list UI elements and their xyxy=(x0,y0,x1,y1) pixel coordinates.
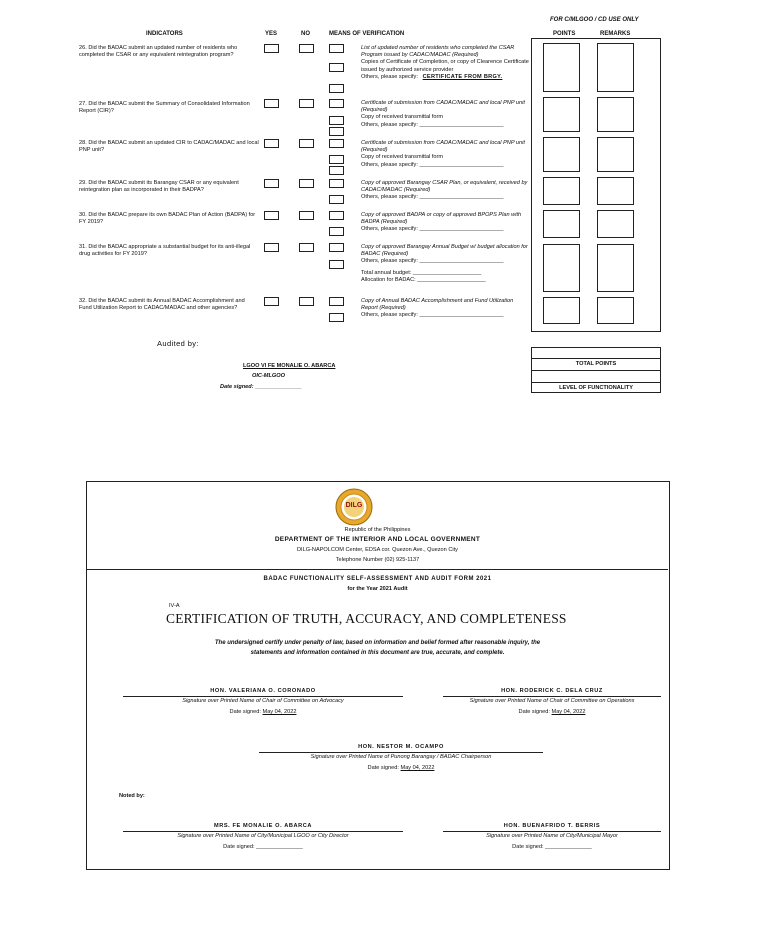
mov-checkbox-28c[interactable] xyxy=(329,166,344,175)
sig2-date-label: Date signed: xyxy=(518,709,550,715)
points-box-30[interactable] xyxy=(543,210,580,238)
yes-checkbox-27[interactable] xyxy=(264,99,279,108)
level-label: LEVEL OF FUNCTIONALITY xyxy=(559,385,633,391)
remarks-box-30[interactable] xyxy=(597,210,634,238)
indicator-28: 28. Did the BADAC submit an updated CIR to CADAC/MADAC and local PNP unit? xyxy=(79,140,259,154)
points-box-26[interactable] xyxy=(543,43,580,92)
mov-checkbox-29a[interactable] xyxy=(329,179,344,188)
yes-checkbox-26[interactable] xyxy=(264,44,279,53)
remarks-box-28[interactable] xyxy=(597,137,634,172)
mov-checkbox-27b[interactable] xyxy=(329,116,344,125)
auditor-name: LGOO VI FE MONALIE O. ABARCA xyxy=(243,363,336,369)
yes-header: YES xyxy=(265,31,278,37)
remarks-box-26[interactable] xyxy=(597,43,634,92)
mov-checkbox-27a[interactable] xyxy=(329,99,344,108)
mov-26-item3: Others, please specify: xyxy=(361,73,418,80)
indicator-30: 30. Did the BADAC prepare its own BADAC Plan of Action (BADPA) for FY 2019? xyxy=(79,212,256,226)
mov-26-item2: Copies of Certificate of Completion, or copy of Clearence Certificate issued by authorized service provider xyxy=(361,59,529,73)
remarks-box-32[interactable] xyxy=(597,297,634,324)
points-header: POINTS xyxy=(553,31,576,37)
sig4-date: Date signed: _______________ xyxy=(223,844,303,850)
mov-28-item1: Certificate of submission from CADAC/MADAC and local PNP unit (Required) xyxy=(361,140,525,154)
no-checkbox-31[interactable] xyxy=(299,243,314,252)
mov-31-item4: Allocation for BADAC: ______________________ xyxy=(361,276,486,283)
no-checkbox-26[interactable] xyxy=(299,44,314,53)
points-box-27[interactable] xyxy=(543,97,580,132)
mov-29-item1: Copy of approved Barangay CSAR Plan, or equivalent, received by CADAC/MADAC (Required) xyxy=(361,180,528,194)
sig3-date-value: May 04, 2022 xyxy=(400,765,435,771)
sig5-date: Date signed: _______________ xyxy=(512,844,592,850)
mov-27 xyxy=(361,100,531,129)
yes-checkbox-32[interactable] xyxy=(264,297,279,306)
indicators-header: INDICATORS xyxy=(146,31,183,37)
mov-29 xyxy=(361,180,531,202)
mov-checkbox-32b[interactable] xyxy=(329,313,344,322)
no-checkbox-32[interactable] xyxy=(299,297,314,306)
mov-checkbox-31a[interactable] xyxy=(329,243,344,252)
sig1-line xyxy=(123,696,403,697)
sig2-line xyxy=(443,696,661,697)
yes-checkbox-31[interactable] xyxy=(264,243,279,252)
sig1-date xyxy=(123,709,403,715)
auditor-role: OIC-MLGOO xyxy=(252,373,285,379)
indicator-29: 29. Did the BADAC submit its Barangay CSAR or any equivalent reintegration plan as incorporated in their BADPA? xyxy=(79,180,239,194)
mov-31-item1: Copy of approved Barangay Annual Budget w/ budget allocation for BADAC (Required) xyxy=(361,244,528,258)
mov-32 xyxy=(361,298,531,320)
sig5-name: HON. BUENAFRIDO T. BERRIS xyxy=(503,823,601,829)
total-points-label: TOTAL POINTS xyxy=(575,361,617,367)
sig5-role: Signature over Printed Name of City/Municipal Mayor xyxy=(486,833,618,839)
mov-28-item3: Others, please specify: ___________________________ xyxy=(361,161,504,168)
mov-26 xyxy=(361,45,531,81)
mov-31 xyxy=(361,244,531,284)
indicator-31: 31. Did the BADAC appropriate a substantial budget for its anti-illegal drug activities for FY 2019? xyxy=(79,244,251,258)
mov-27-item3: Others, please specify: ___________________________ xyxy=(361,121,504,128)
mov-checkbox-26c[interactable] xyxy=(329,84,344,93)
mov-30 xyxy=(361,212,531,234)
auditor-date: Date signed: _______________ xyxy=(220,384,302,390)
noted-label: Noted by: xyxy=(119,793,145,799)
mov-checkbox-29b[interactable] xyxy=(329,195,344,204)
mov-26-item1: List of updated number of residents who completed the CSAR Program issued by CADAC/MADAC (Required) xyxy=(361,45,515,59)
department-name: DEPARTMENT OF THE INTERIOR AND LOCAL GOVERNMENT xyxy=(274,536,481,543)
sig1-name: HON. VALERIANA O. CORONADO xyxy=(210,688,316,694)
mov-27-item1: Certificate of submission from CADAC/MADAC and local PNP unit (Required) xyxy=(361,100,525,114)
indicator-27: 27. Did the BADAC submit the Summary of Consolidated Information Report (CIR)? xyxy=(79,101,250,115)
remarks-box-27[interactable] xyxy=(597,97,634,132)
sig3-date xyxy=(259,765,543,771)
remarks-box-31[interactable] xyxy=(597,244,634,292)
logo-text: DILG xyxy=(345,502,363,509)
mov-30-item3: Others, please specify: ___________________________ xyxy=(361,226,504,233)
sig4-name: MRS. FE MONALIE O. ABARCA xyxy=(213,823,313,829)
statement-line1: The undersigned certify under penalty of law, based on information and belief formed after reasonable inquiry, the xyxy=(214,640,541,646)
points-box-32[interactable] xyxy=(543,297,580,324)
mov-32-item1: Copy of Annual BADAC Accomplishment and Fund Utilization Report (Required) xyxy=(361,298,514,312)
address-text: DILG-NAPOLCOM Center, EDSA cor. Quezon Ave., Quezon City xyxy=(297,547,458,553)
mov-26-other-value: CERTIFICATE FROM BRGY. xyxy=(422,73,503,80)
audited-label: Audited by: xyxy=(157,339,199,348)
dilg-logo xyxy=(335,488,373,526)
mov-31-item3: Total annual budget: ______________________ xyxy=(361,269,482,276)
sig2-name: HON. RODERICK C. DELA CRUZ xyxy=(501,688,603,694)
means-header: MEANS OF VERIFICATION xyxy=(329,31,405,37)
mov-checkbox-32a[interactable] xyxy=(329,297,344,306)
mov-checkbox-26a[interactable] xyxy=(329,44,344,53)
sig3-date-label: Date signed: xyxy=(367,765,399,771)
sig4-role: Signature over Printed Name of City/Municipal LGOO or City Director xyxy=(177,833,349,839)
yes-checkbox-30[interactable] xyxy=(264,211,279,220)
mov-checkbox-26b[interactable] xyxy=(329,63,344,72)
sig2-role: Signature over Printed Name of Chair of Committee on Operations xyxy=(469,698,635,704)
remarks-box-29[interactable] xyxy=(597,177,634,205)
mov-checkbox-30b[interactable] xyxy=(329,227,344,236)
divider xyxy=(87,569,668,570)
sig1-date-value: May 04, 2022 xyxy=(262,709,297,715)
phone-text: Telephone Number (02) 925-1137 xyxy=(335,557,420,563)
no-checkbox-27[interactable] xyxy=(299,99,314,108)
indicator-26: 26. Did the BADAC submit an updated number of residents who completed the CSAR or any equivalent reintegration program? xyxy=(79,45,238,59)
points-box-28[interactable] xyxy=(543,137,580,172)
mov-30-item1: Copy of approved BADPA or copy of approved BPOPS Plan with BADPA (Required) xyxy=(361,212,522,226)
mov-checkbox-28a[interactable] xyxy=(329,139,344,148)
sig5-line xyxy=(443,831,661,832)
sig3-line xyxy=(259,752,543,753)
mov-32-item3: Others, please specify: ___________________________ xyxy=(361,312,504,319)
totals-table xyxy=(531,347,661,393)
no-checkbox-28[interactable] xyxy=(299,139,314,148)
points-box-29[interactable] xyxy=(543,177,580,205)
yes-checkbox-29[interactable] xyxy=(264,179,279,188)
sig3-role: Signature over Printed Name of Punong Barangay / BADAC Chairperson xyxy=(310,754,492,760)
mov-29-item3: Others, please specify: ___________________________ xyxy=(361,194,504,201)
region-text: IV-A xyxy=(169,603,180,609)
mov-checkbox-30a[interactable] xyxy=(329,211,344,220)
no-checkbox-29[interactable] xyxy=(299,179,314,188)
mov-checkbox-28b[interactable] xyxy=(329,155,344,164)
points-box-31[interactable] xyxy=(543,244,580,292)
certification-panel xyxy=(86,481,670,870)
yes-checkbox-28[interactable] xyxy=(264,139,279,148)
form-title: BADAC FUNCTIONALITY SELF-ASSESSMENT AND AUDIT FORM 2021 xyxy=(263,576,492,582)
mov-28 xyxy=(361,140,531,169)
no-checkbox-30[interactable] xyxy=(299,211,314,220)
sig3-name: HON. NESTOR M. OCAMPO xyxy=(358,744,444,750)
sig4-line xyxy=(123,831,403,832)
indicator-32: 32. Did the BADAC submit its Annual BADAC Accomplishment and Fund Utilization Report to CADAC/MADAC and other agencies? xyxy=(79,298,245,312)
mov-checkbox-31b[interactable] xyxy=(329,260,344,269)
republic-text: Republic of the Philippines xyxy=(344,527,411,533)
form-year: for the Year 2021 Audit xyxy=(347,586,408,592)
mov-31-item2: Others, please specify: ___________________________ xyxy=(361,258,504,265)
sig1-role: Signature over Printed Name of Chair of Committee on Advocacy xyxy=(182,698,344,704)
mov-28-item2: Copy of received transmittal form xyxy=(361,154,444,161)
mov-27-item2: Copy of received transmittal form xyxy=(361,114,444,121)
statement-line2: statements and information contained in this document are true, accurate, and complete. xyxy=(250,650,505,656)
remarks-header: REMARKS xyxy=(600,31,631,37)
sig2-date-value: May 04, 2022 xyxy=(551,709,586,715)
mov-checkbox-27c[interactable] xyxy=(329,127,344,136)
sig1-date-label: Date signed: xyxy=(229,709,261,715)
no-header: NO xyxy=(301,31,310,37)
certification-title: CERTIFICATION OF TRUTH, ACCURACY, AND COMPLETENESS xyxy=(166,611,567,626)
office-use-label: FOR C/MLGOO / CD USE ONLY xyxy=(550,17,639,23)
sig2-date xyxy=(443,709,661,715)
